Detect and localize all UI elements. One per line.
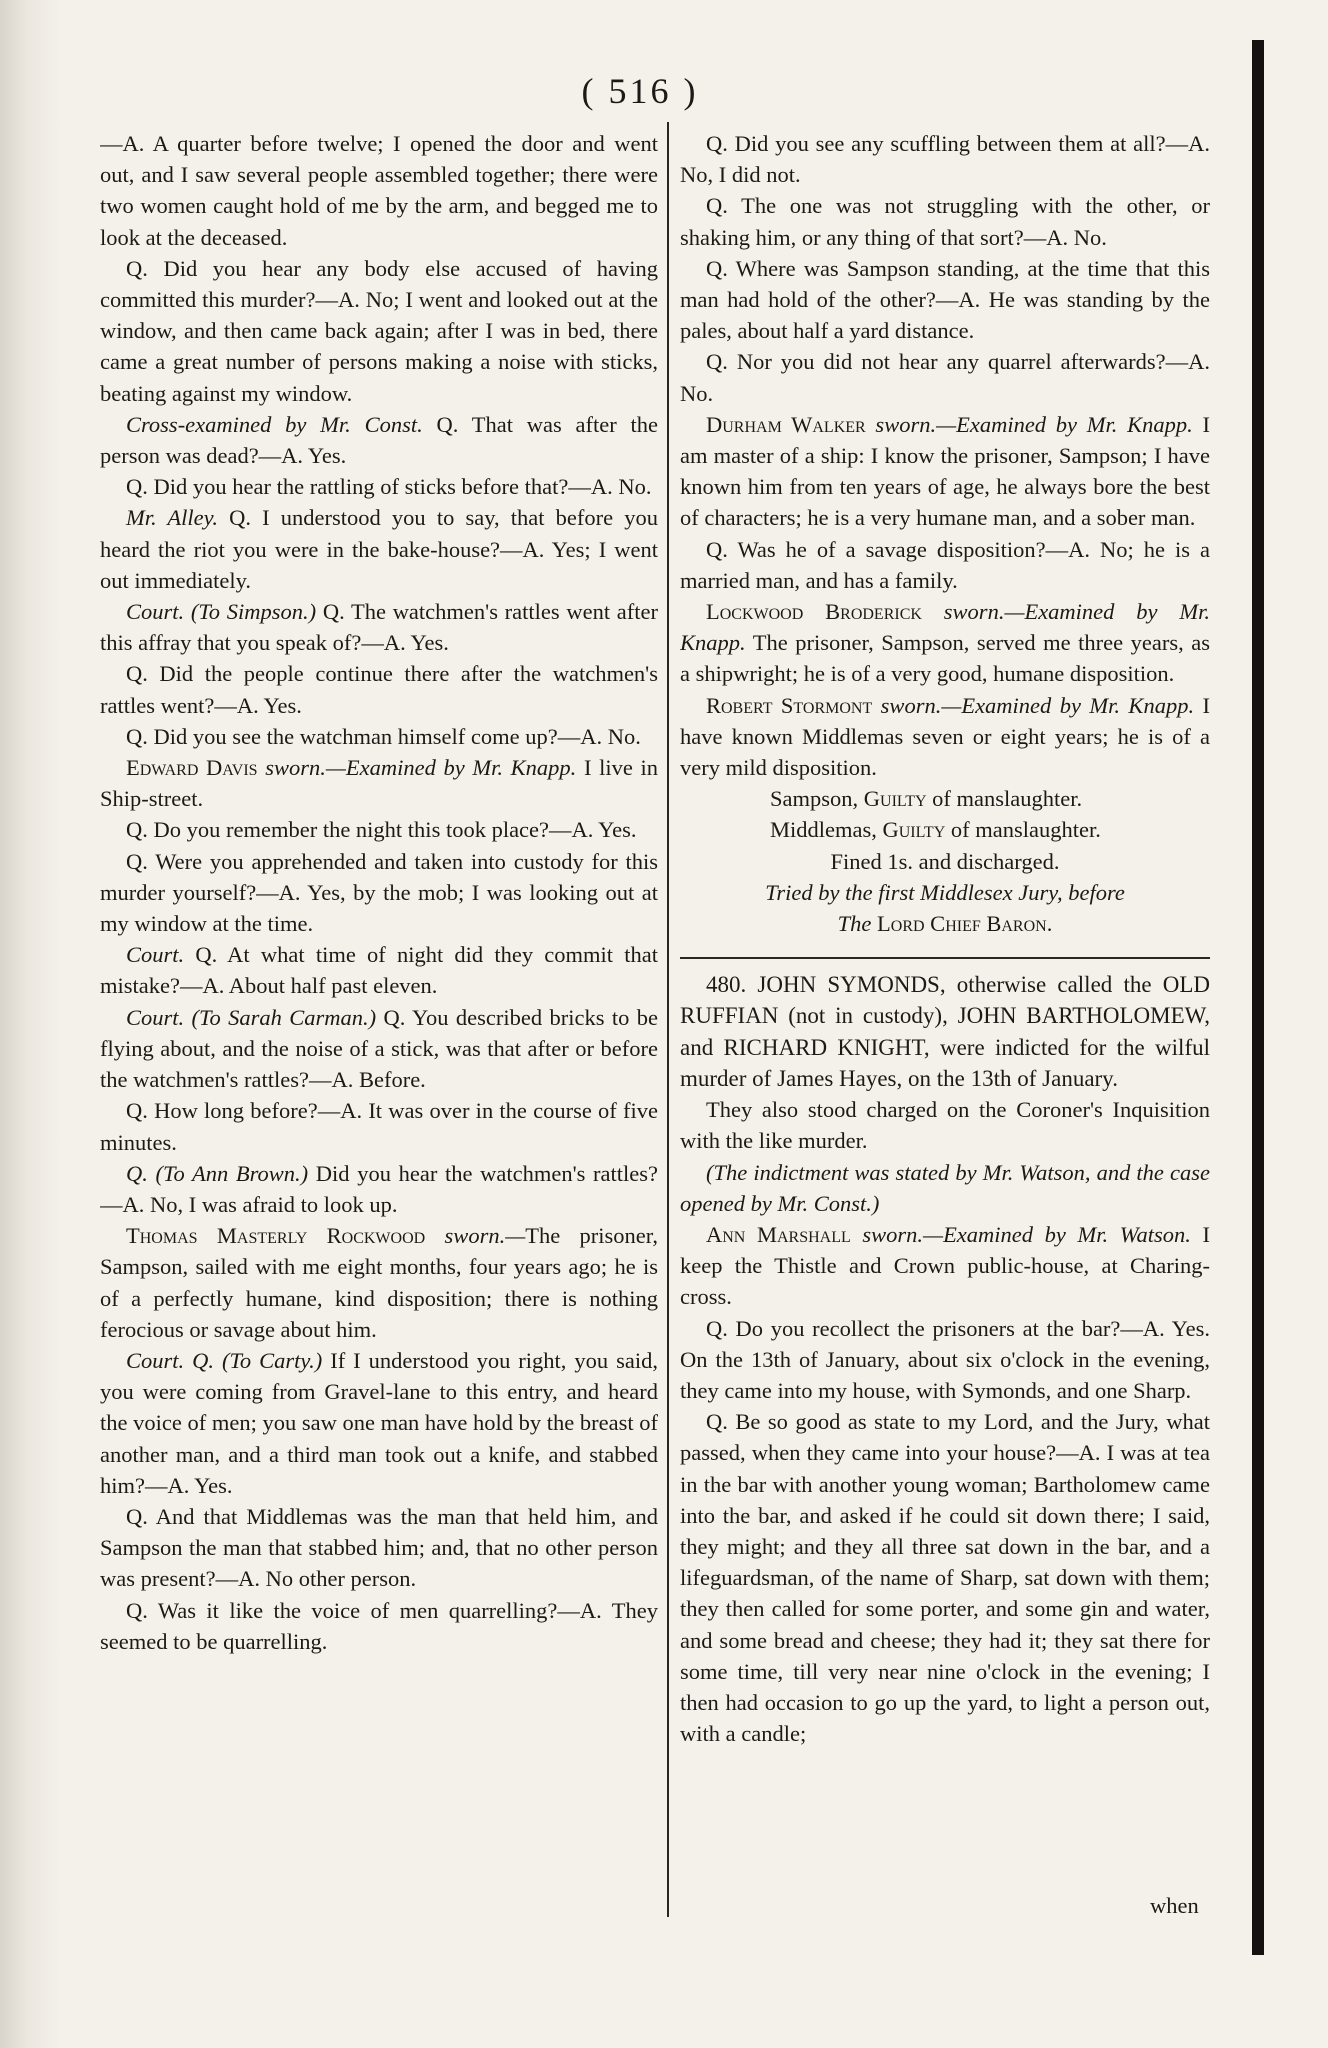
text-paragraph [680, 690, 1210, 784]
binding-edge-bar [1252, 40, 1264, 1955]
verdict-line [680, 783, 1210, 814]
paragraph-text: Q. Did the people continue there after the watchmen's rattles went?—A. Yes. [100, 661, 658, 718]
paragraph-text: Q. Be so good as state to my Lord, and the Jury, what passed, when they came into your house?—A. I was at tea in the bar with another young woman; Bartholomew came into the bar, and asked if he could sit down there; I said, they might; and they all three sat down in the bar, and a lifeguardsman, of the name of Sharp, sat down with them; they then called for some porter, and some gin and water, and some bread and cheese; they had it; they sat there for some time, till very near nine o'clock in the evening; I then had occasion to go up the yard, to light a person out, with a candle; [680, 1409, 1210, 1747]
examination-lead: Q. (To Ann Brown.) [126, 1160, 309, 1186]
verdict-tail: of manslaughter. [926, 786, 1083, 812]
examination-lead: sworn.—Examined by Mr. Knapp. [872, 692, 1195, 718]
examination-lead: sworn.—Examined by Mr. Knapp. [680, 599, 1210, 656]
text-paragraph [680, 409, 1210, 534]
text-paragraph [100, 939, 658, 1001]
text-paragraph [680, 190, 1210, 252]
verdict-defendant: Sampson, [770, 786, 864, 812]
paragraph-text: Q. That was after the person was dead?—A. Yes. [100, 411, 658, 469]
verdict-word: Guilty [882, 817, 946, 843]
judge-line [680, 908, 1210, 939]
text-paragraph [100, 1595, 658, 1657]
text-paragraph [100, 253, 658, 409]
paragraph-text: Q. How long before?—A. It was over in the course of five minutes. [100, 1098, 658, 1155]
examination-lead: sworn.—Examined by Mr. Knapp. [865, 411, 1193, 437]
examination-lead: Court. (To Sarah Carman.) [126, 1004, 377, 1030]
text-paragraph [100, 471, 658, 502]
paragraph-text: Q. Did you see the watchman himself come up?—A. No. [126, 723, 641, 749]
verdict-line [680, 814, 1210, 845]
paragraph-text: Q. Do you recollect the prisoners at the bar?—A. Yes. On the 13th of January, about six o'clock in the evening, they came into my house, with Symonds, and one Sharp. [680, 1315, 1210, 1403]
text-paragraph [100, 814, 658, 845]
examination-lead: Court. (To Simpson.) [126, 599, 317, 625]
text-paragraph [680, 1157, 1210, 1219]
trial-note [680, 877, 1210, 908]
text-paragraph [100, 502, 658, 596]
text-paragraph [680, 128, 1210, 190]
verdict-defendant: Middlemas, [770, 817, 883, 843]
text-paragraph [100, 1002, 658, 1096]
text-paragraph [680, 596, 1210, 690]
paragraph-text: Q. The watchmen's rattles went after this affray that you speak of?—A. Yes. [100, 599, 658, 656]
paragraph-text: Q. Was he of a savage disposition?—A. No; he is a married man, and has a family. [680, 536, 1210, 593]
left-column [100, 128, 658, 1928]
text-paragraph [100, 752, 658, 814]
paragraph-text: Q. Was it like the voice of men quarrelling?—A. They seemed to be quarrelling. [100, 1597, 658, 1654]
paragraph-text: Q. Did you see any scuffling between them at all?—A. No, I did not. [680, 131, 1210, 188]
examination-lead: sworn.—Examined by Mr. Knapp. [257, 755, 577, 781]
text-paragraph [100, 1345, 658, 1501]
paragraph-text: Q. Nor you did not hear any quarrel afterwards?—A. No. [680, 349, 1210, 406]
paragraph-text: —A. A quarter before twelve; I opened the door and went out, and I saw several people assembled together; there were two women caught hold of me by the arm, and begged me to look at the deceased. [100, 131, 658, 250]
text-paragraph [100, 409, 658, 471]
paragraph-text: Q. The one was not struggling with the other, or shaking him, or any thing of that sort?—A. No. [680, 193, 1210, 250]
paragraph-text: If I understood you right, you said, you were coming from Gravel-lane to this entry, and heard the voice of men; you saw one man have hold by the breast of another man, and a third man took out a knife, and stabbed him?—A. Yes. [100, 1347, 658, 1498]
text-paragraph [100, 721, 658, 752]
text-paragraph [680, 253, 1210, 347]
paragraph-text: Q. Were you apprehended and taken into custody for this murder yourself?—A. Yes, by the mob; I was looking out at my window at the time. [100, 848, 658, 937]
paragraph-text: I keep the Thistle and Crown public-house, at Charing-cross. [680, 1221, 1210, 1310]
paragraph-text: I have known Middlemas seven or eight years; he is of a very mild disposition. [680, 692, 1210, 781]
paragraph-text: They also stood charged on the Coroner's Inquisition with the like murder. [680, 1097, 1210, 1154]
examination-lead: Court. [126, 942, 185, 968]
speaker-name: Robert Stormont [706, 692, 873, 718]
paragraph-text: The prisoner, Sampson, served me three years, as a shipwright; he is of a very good, humane disposition. [680, 630, 1210, 687]
text-paragraph [100, 128, 658, 253]
text-paragraph [100, 596, 658, 658]
paragraph-text: Q. At what time of night did they commit that mistake?—A. About half past eleven. [100, 942, 658, 999]
paragraph-text: Q. Did you hear any body else accused of having committed this murder?—A. No; I went and looked out at the window, and then came back again; after I was in bed, there came a great number of persons making a noise with sticks, beating against my window. [100, 255, 658, 406]
right-column [680, 128, 1210, 1928]
speaker-name: Ann Marshall [706, 1221, 851, 1247]
text-paragraph [100, 1158, 658, 1220]
paragraph-text: Q. Where was Sampson standing, at the time that this man had hold of the other?—A. He was standing by the pales, about half a yard distance. [680, 255, 1210, 344]
examination-lead: sworn.— [425, 1223, 526, 1249]
paragraph-text: Q. You described bricks to be flying about, and the noise of a stick, was that after or before the watchmen's rattles?—A. Before. [100, 1004, 658, 1093]
paragraph-text: Q. Do you remember the night this took place?—A. Yes. [126, 817, 637, 843]
text-paragraph [680, 346, 1210, 408]
speaker-name: Thomas Masterly Rockwood [126, 1223, 426, 1249]
catchword: when [1150, 1893, 1199, 1918]
speaker-name: Durham Walker [706, 411, 866, 437]
text-paragraph [680, 1219, 1210, 1313]
paragraph-text: Q. Did you hear the rattling of sticks before that?—A. No. [126, 474, 652, 500]
examination-lead: Cross-examined by Mr. Const. [126, 411, 423, 437]
paragraph-text: (The indictment was stated by Mr. Watson, and the case opened by Mr. Const.) [680, 1159, 1210, 1216]
text-paragraph [100, 1501, 658, 1595]
page-number: ( 516 ) [581, 71, 699, 111]
paragraph-text: I am master of a ship: I know the prisoner, Sampson; I have known him from ten years of age, he always bore the best of characters; he is a very humane man, and a sober man. [680, 411, 1210, 531]
trial-note-text: Tried by the first Middlesex Jury, before [765, 879, 1125, 905]
paragraph-text: Did you hear the watchmen's rattles?—A. No, I was afraid to look up. [100, 1160, 658, 1217]
judge-title: Lord Chief Baron. [877, 911, 1053, 937]
section-rule [680, 957, 1210, 959]
text-paragraph [100, 658, 658, 720]
page-edge-shadow [0, 0, 60, 2048]
text-paragraph [680, 534, 1210, 596]
sentence-text: Fined 1s. and discharged. [830, 848, 1060, 874]
paragraph-text: Q. And that Middlemas was the man that held him, and Sampson the man that stabbed him; and, that no other person was present?—A. No other person. [100, 1503, 658, 1592]
paragraph-text: The prisoner, Sampson, sailed with me eight months, four years ago; he is of a perfectly humane, kind disposition; there is nothing ferocious or savage about him. [100, 1223, 658, 1342]
speaker-name: Lockwood Broderick [706, 599, 922, 625]
text-paragraph [100, 1220, 658, 1345]
paragraph-text: Q. I understood you to say, that before you heard the riot you were in the bake-house?—A. Yes; I went out immediately. [100, 505, 658, 593]
text-paragraph [680, 1094, 1210, 1156]
paragraph-text: I live in Ship-street. [100, 755, 658, 812]
case-heading [680, 969, 1210, 1094]
column-divider [667, 122, 669, 1917]
examination-lead: Mr. Alley. [126, 505, 218, 531]
examination-lead: sworn.—Examined by Mr. Watson. [850, 1221, 1191, 1247]
examination-lead: Court. Q. (To Carty.) [126, 1347, 323, 1373]
judge-article: The [837, 911, 878, 937]
text-paragraph [680, 1406, 1210, 1749]
sentence-line [680, 846, 1210, 877]
verdict-word: Guilty [863, 786, 927, 812]
text-paragraph [100, 1095, 658, 1157]
case-heading-text: 480. JOHN SYMONDS, otherwise called the OLD RUFFIAN (not in custody), JOHN BARTHOLOMEW, and RICHARD KNIGHT, were indicted for the wilful murder of James Hayes, on the 13th of January. [680, 972, 1210, 1091]
speaker-name: Edward Davis [126, 755, 258, 781]
text-paragraph [680, 1313, 1210, 1407]
text-paragraph [100, 846, 658, 940]
verdict-tail: of manslaughter. [945, 817, 1101, 843]
